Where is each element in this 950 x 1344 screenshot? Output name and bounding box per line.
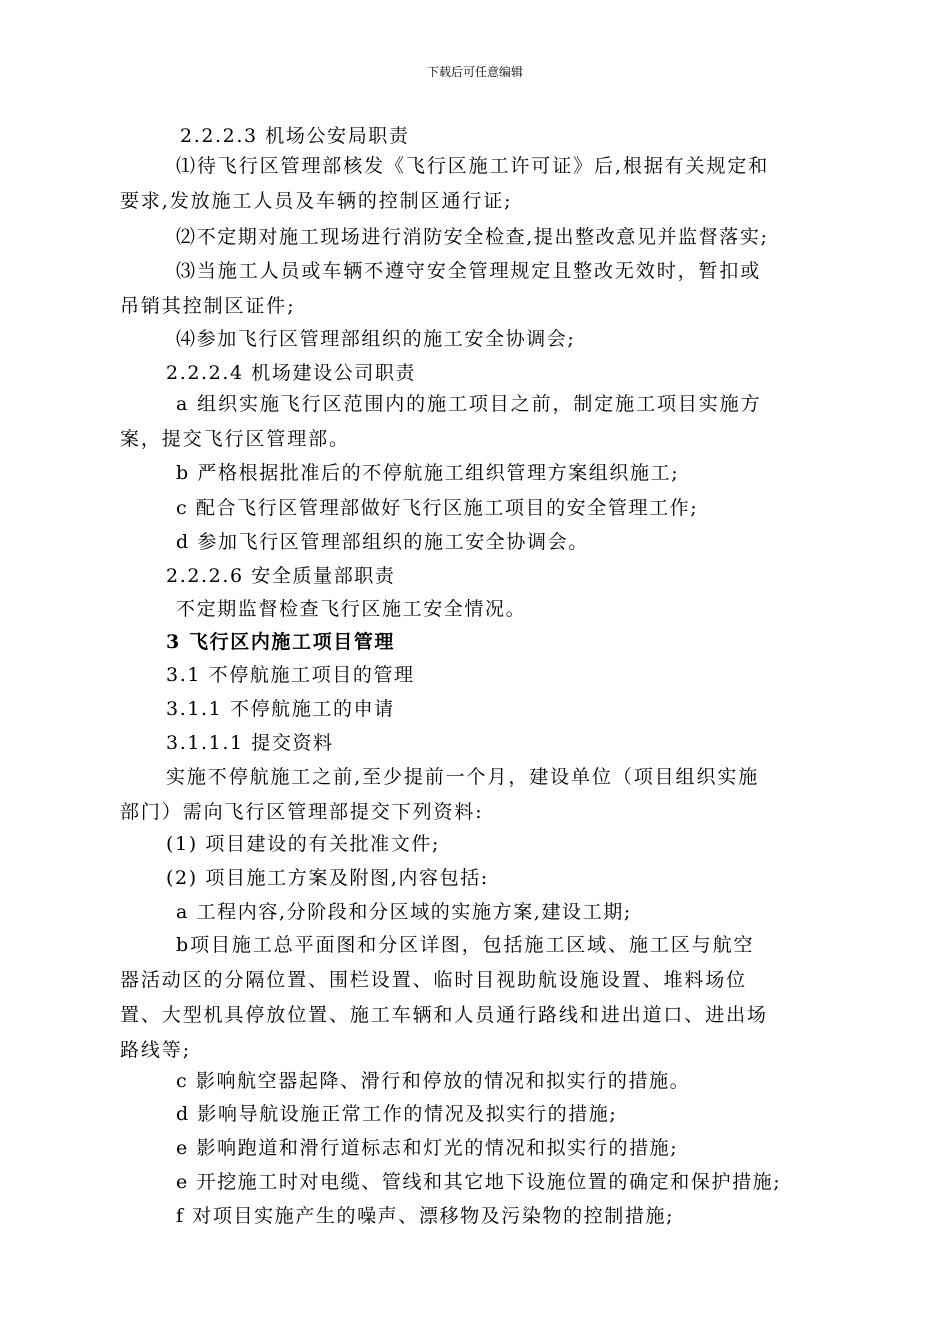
paragraph-2-2-2-3-item-3: ⑶当施工人员或车辆不遵守安全管理规定且整改无效时，暂扣或吊销其控制区证件; bbox=[120, 260, 762, 317]
page-header-note: 下载后可任意编辑 bbox=[426, 65, 523, 79]
paragraph-2-2-2-4-a: a 组织实施飞行区范围内的施工项目之前，制定施工项目实施方案，提交飞行区管理部。 bbox=[120, 393, 762, 450]
paragraph-2-2-2-3-item-4: ⑷参加飞行区管理部组织的施工安全协调会; bbox=[176, 328, 576, 350]
paragraph-3-1-1-1-c: c 影响航空器起降、滑行和停放的情况和拟实行的措施。 bbox=[176, 1070, 691, 1092]
paragraph-2-2-2-6: 不定期监督检查飞行区施工安全情况。 bbox=[176, 598, 527, 620]
heading-2-2-2-4: 2.2.2.4 机场建设公司职责 bbox=[166, 362, 417, 384]
paragraph-3-1-1-1-a: a 工程内容,分阶段和分区域的实施方案,建设工期; bbox=[176, 901, 632, 923]
heading-2-2-2-3: 2.2.2.3 机场公安局职责 bbox=[180, 125, 410, 147]
paragraph-3-1-1-1-item-1: (1) 项目建设的有关批准文件; bbox=[166, 833, 440, 855]
heading-2-2-2-6: 2.2.2.6 安全质量部职责 bbox=[166, 565, 396, 587]
heading-3-1-1: 3.1.1 不停航施工的申请 bbox=[166, 698, 395, 720]
paragraph-3-1-1-1-item-2: (2) 项目施工方案及附图,内容包括: bbox=[166, 867, 489, 889]
paragraph-2-2-2-4-d: d 参加飞行区管理部组织的施工安全协调会。 bbox=[176, 531, 589, 553]
heading-3-1-1-1: 3.1.1.1 提交资料 bbox=[166, 732, 334, 754]
paragraph-3-1-1-1-intro: 实施不停航施工之前,至少提前一个月，建设单位（项目组织实施部门）需向飞行区管理部提交下列资料: bbox=[120, 766, 760, 823]
paragraph-2-2-2-4-c: c 配合飞行区管理部做好飞行区施工项目的安全管理工作; bbox=[176, 497, 699, 519]
paragraph-2-2-2-3-item-1: ⑴待飞行区管理部核发《飞行区施工许可证》后,根据有关规定和要求,发放施工人员及车辆的控制区通行证; bbox=[120, 155, 770, 212]
paragraph-3-1-1-1-b: b项目施工总平面图和分区详图，包括施工区域、施工区与航空器活动区的分隔位置、围栏设置、临时目视助航设施设置、堆料场位置、大型机具停放位置、施工车辆和人员通行路线和进出道口、进出场路线等; bbox=[120, 934, 768, 1061]
heading-3-1: 3.1 不停航施工项目的管理 bbox=[166, 664, 415, 686]
paragraph-2-2-2-4-b: b 严格根据批准后的不停航施工组织管理方案组织施工; bbox=[176, 462, 680, 484]
paragraph-3-1-1-1-d: d 影响导航设施正常工作的情况及拟实行的措施; bbox=[176, 1103, 618, 1125]
paragraph-3-1-1-1-e-first: e 影响跑道和滑行道标志和灯光的情况和拟实行的措施; bbox=[176, 1137, 679, 1159]
paragraph-3-1-1-1-f: f 对项目实施产生的噪声、漂移物及污染物的控制措施; bbox=[176, 1205, 675, 1227]
paragraph-3-1-1-1-e-second: e 开挖施工时对电缆、管线和其它地下设施位置的确定和保护措施; bbox=[176, 1171, 782, 1193]
section-3-heading: 3 飞行区内施工项目管理 bbox=[166, 631, 396, 653]
paragraph-2-2-2-3-item-2: ⑵不定期对施工现场进行消防安全检查,提出整改意见并监督落实; bbox=[176, 226, 769, 248]
